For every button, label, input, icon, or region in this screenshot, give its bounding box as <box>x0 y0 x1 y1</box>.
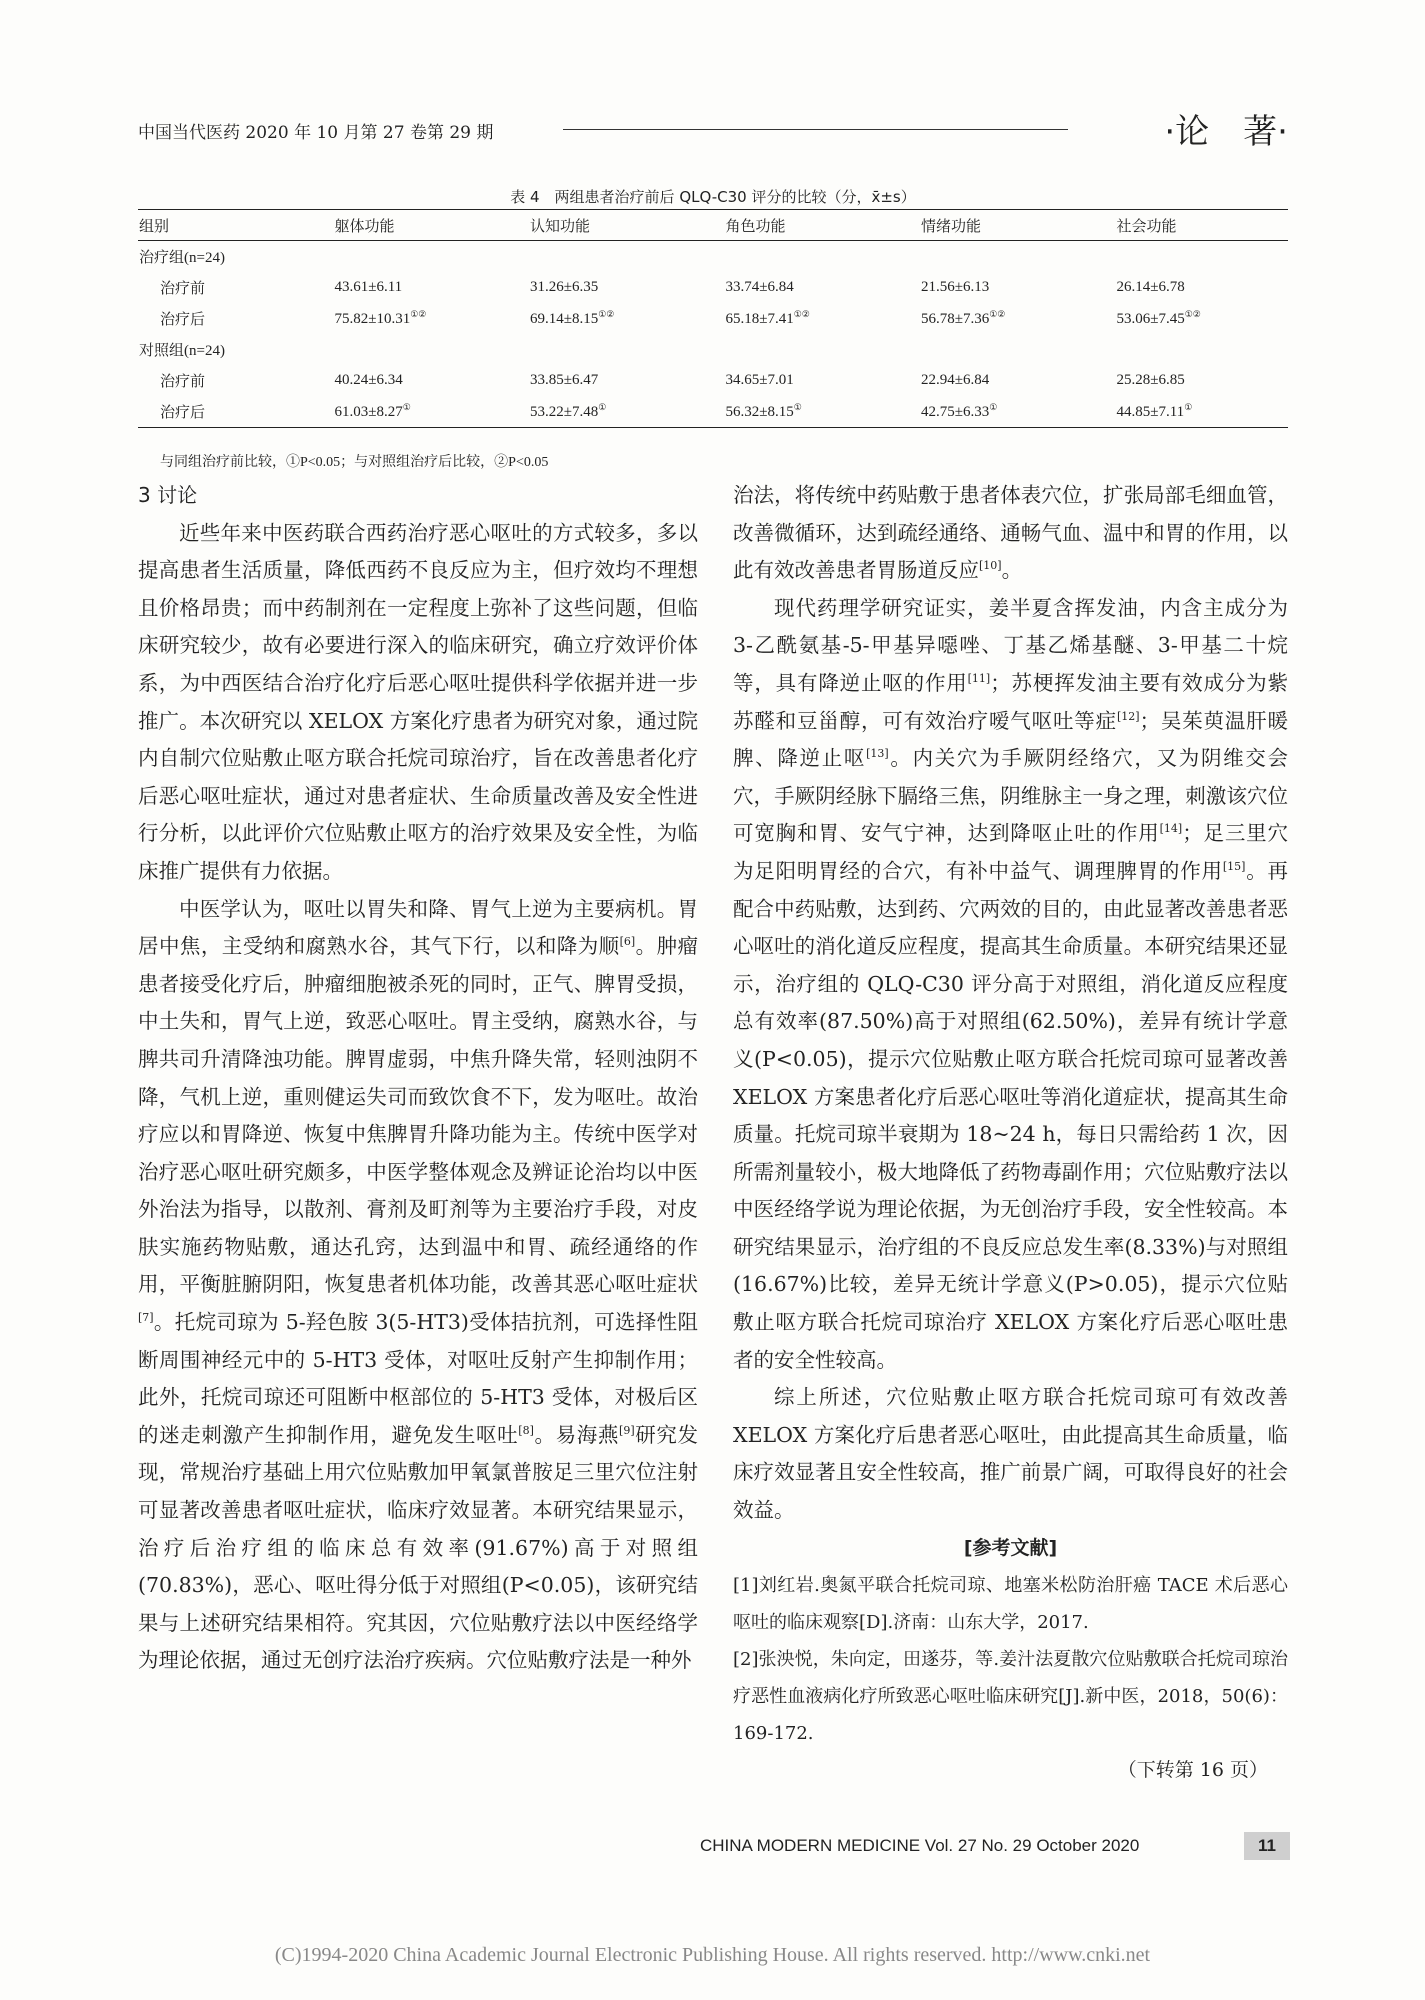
header-rule <box>563 129 1068 130</box>
table-cell: 65.18±7.41①② <box>725 309 810 327</box>
body-paragraph: 现代药理学研究证实，姜半夏含挥发油，内含主成分为 3-乙酰氨基-5-甲基异噁唑、丁基乙烯基醚、3-甲基二十烷等，具有降逆止呕的作用[11]；苏梗挥发油主要有效成分为紫苏醛和豆甾醇，可有效治疗嗳气呕吐等症[12]；吴茱萸温肝暖脾、降逆止呕[13]。内关穴为手厥阴经络穴，又为阴维交会穴，手厥阴经脉下膈络三焦，阴维脉主一身之理，刺激该穴位可宽胸和胃、安气宁神，达到降呕止吐的作用[14]；足三里穴为足阳明胃经的合穴，有补中益气、调理脾胃的作用[15]。再配合中药贴敷，达到药、穴两效的目的，由此显著改善患者恶心呕吐的消化道反应程度，提高其生命质量。本研究结果还显示，治疗组的 QLQ-C30 评分高于对照组，消化道反应程度总有效率(87.50%)高于对照组(62.50%)，差异有统计学意义(P<0.05)，提示穴位贴敷止呕方联合托烷司琼可显著改善 XELOX 方案患者化疗后恶心呕吐等消化道症状，提高其生命质量。托烷司琼半衰期为 18~24 h，每日只需给药 1 次，因所需剂量较小，极大地降低了药物毒副作用；穴位贴敷疗法以中医经络学说为理论依据，为无创治疗手段，安全性较高。本研究结果显示，治疗组的不良反应总发生率(8.33%)与对照组(16.67%)比较，差异无统计学意义(P>0.05)，提示穴位贴敷止呕方联合托烷司琼治疗 XELOX 方案化疗后恶心呕吐患者的安全性较高。 <box>733 595 1289 1372</box>
right-column <box>733 477 1288 1790</box>
column-header: 认知功能 <box>529 210 725 241</box>
table-caption: 表 4 两组患者治疗前后 QLQ-C30 评分的比较（分，x̄±s） <box>510 188 916 206</box>
column-header: 躯体功能 <box>334 210 530 241</box>
significance-mark: ① <box>793 402 802 412</box>
table-row <box>138 365 1288 396</box>
table-row <box>138 396 1288 428</box>
group-label: 对照组(n=24) <box>139 343 225 359</box>
table-cell: 61.03±8.27① <box>334 396 530 428</box>
footer-journal: CHINA MODERN MEDICINE Vol. 27 No. 29 October 2020 <box>700 1836 1140 1855</box>
significance-mark: ①② <box>410 309 427 319</box>
running-header <box>138 104 1288 150</box>
section-label: ·论 著· <box>1164 112 1288 152</box>
table-cell: 34.65±7.01 <box>725 372 794 388</box>
table-body <box>138 241 1288 428</box>
row-label: 治疗后 <box>138 396 334 428</box>
table-cell: 75.82±10.31①② <box>334 309 427 327</box>
group-row <box>138 241 1288 273</box>
table-cell: 22.94±6.84 <box>921 372 990 388</box>
table-cell: 43.61±6.11 <box>334 279 403 295</box>
running-footer <box>700 1832 1290 1862</box>
table-cell: 56.78±7.36①② <box>921 309 1006 327</box>
significance-mark: ①② <box>793 309 810 319</box>
body-paragraph: 综上所述，穴位贴敷止呕方联合托烷司琼可有效改善 XELOX 方案化疗后患者恶心呕吐，由此提高其生命质量，临床疗效显著且安全性较高，推广前景广阔，可取得良好的社会效益。 <box>733 1385 1288 1523</box>
table-header-row <box>138 210 1288 241</box>
significance-mark: ① <box>598 402 607 412</box>
significance-mark: ①② <box>1184 309 1201 319</box>
table-cell: 26.14±6.78 <box>1116 279 1185 295</box>
row-label: 治疗后 <box>160 312 206 328</box>
citation-mark: [11] <box>967 672 991 686</box>
citation-mark: [7] <box>138 1311 154 1325</box>
table-cell: 33.85±6.47 <box>530 372 599 388</box>
significance-mark: ①② <box>598 309 615 319</box>
column-header: 组别 <box>138 210 334 241</box>
row-label: 治疗前 <box>160 374 206 390</box>
citation-mark: [12] <box>1116 709 1140 723</box>
references-title: [参考文献] <box>963 1536 1058 1559</box>
qlq-c30-table <box>138 209 1288 428</box>
significance-mark: ① <box>989 402 998 412</box>
table-row <box>138 303 1288 334</box>
body-paragraph: 中医学认为，呕吐以胃失和降、胃气上逆为主要病机。胃居中焦，主受纳和腐熟水谷，其气下行，以和降为顺[6]。肿瘤患者接受化疗后，肿瘤细胞被杀死的同时，正气、脾胃受损，中土失和，胃气上逆，致恶心呕吐。胃主受纳，腐熟水谷，与脾共司升清降浊功能。脾胃虚弱，中焦升降失常，轻则浊阴不降，气机上逆，重则健运失司而致饮食不下，发为呕吐。故治疗应以和胃降逆、恢复中焦脾胃升降功能为主。传统中医学对治疗恶心呕吐研究颇多，中医学整体观念及辨证论治均以中医外治法为指导，以散剂、膏剂及町剂等为主要治疗手段，对皮肤实施药物贴敷，通达孔窍，达到温中和胃、疏经通络的作用，平衡脏腑阴阳，恢复患者机体功能，改善其恶心呕吐症状[7]。托烷司琼为 5-羟色胺 3(5-HT3)受体拮抗剂，可选择性阻断周围神经元中的 5-HT3 受体，对呕吐反射产生抑制作用；此外，托烷司琼还可阻断中枢部位的 5-HT3 受体，对极后区的迷走刺激产生抑制作用，避免发生呕吐[8]。易海燕[9]研究发现，常规治疗基础上用穴位贴敷加甲氧氯普胺足三里穴位注射可显著改善患者呕吐症状，临床疗效显著。本研究结果显示，治疗后治疗组的临床总有效率(91.67%)高于对照组(70.83%)，恶心、呕吐得分低于对照组(P<0.05)，该研究结果与上述研究结果相符。究其因，穴位贴敷疗法以中医经络学为理论依据，通过无创疗法治疗疾病。穴位贴敷疗法是一种外 <box>138 896 699 1673</box>
copyright-line: (C)1994-2020 China Academic Journal Electronic Publishing House. All rights reserved. http://www.cnki.net <box>274 1944 1151 1966</box>
journal-issue: 中国当代医药 2020 年 10 月第 27 卷第 29 期 <box>138 123 494 143</box>
citation-mark: [6] <box>619 935 636 949</box>
significance-mark: ① <box>402 402 411 412</box>
citation-mark: [9] <box>619 1424 635 1438</box>
body-paragraph: 近些年来中医药联合西药治疗恶心呕吐的方式较多，多以提高患者生活质量，降低西药不良反应为主，但疗效均不理想且价格昂贵；而中药制剂在一定程度上弥补了这些问题，但临床研究较少，故有必要进行深入的临床研究，确立疗效评价体系，为中西医结合治疗化疗后恶心呕吐提供科学依据并进一步推广。本次研究以 XELOX 方案化疗患者为研究对象，通过院内自制穴位贴敷止呕方联合托烷司琼治疗，旨在改善患者化疗后恶心呕吐症状，通过对患者症状、生命质量改善及安全性进行分析，以此评价穴位贴敷止呕方的治疗效果及安全性，为临床推广提供有力依据。 <box>138 520 698 883</box>
citation-mark: [14] <box>1159 822 1183 836</box>
table-row <box>138 272 1288 303</box>
column-header: 情绪功能 <box>920 210 1116 241</box>
table-cell: 44.85±7.11① <box>1116 396 1289 428</box>
table-cell: 56.32±8.15① <box>725 396 921 428</box>
table-cell: 40.24±6.34 <box>334 372 403 388</box>
group-row <box>138 334 1288 365</box>
column-header: 社会功能 <box>1116 210 1289 241</box>
continued-note: （下转第 16 页） <box>1117 1759 1268 1782</box>
table-cell: 69.14±8.15①② <box>530 309 615 327</box>
section-heading: 3 讨论 <box>138 483 198 507</box>
citation-mark: [10] <box>979 559 1002 573</box>
reference-item: [2]张泱悦，朱向定，田遂芬，等.姜汁法夏散穴位贴敷联合托烷司琼治疗恶性血液病化疗所致恶心呕吐临床研究[J].新中医，2018，50(6)：169-172. <box>733 1649 1288 1745</box>
citation-mark: [8] <box>518 1424 534 1438</box>
row-label: 治疗前 <box>160 281 206 297</box>
table-cell: 33.74±6.84 <box>725 279 794 295</box>
group-label: 治疗组(n=24) <box>139 250 225 266</box>
table-note: 与同组治疗前比较，①P<0.05；与对照组治疗后比较，②P<0.05 <box>160 455 549 470</box>
citation-mark: [15] <box>1222 860 1246 874</box>
table-cell: 25.28±6.85 <box>1116 372 1185 388</box>
table-cell: 21.56±6.13 <box>921 279 990 295</box>
significance-mark: ①② <box>989 309 1006 319</box>
citation-mark: [13] <box>866 747 889 761</box>
reference-item: [1]刘红岩.奥氮平联合托烷司琼、地塞米松防治肝癌 TACE 术后恶心呕吐的临床观察[D].济南：山东大学，2017. <box>733 1575 1288 1634</box>
column-header: 角色功能 <box>725 210 921 241</box>
table-cell: 42.75±6.33① <box>920 396 1116 428</box>
table-cell: 53.22±7.48① <box>529 396 725 428</box>
table-cell: 53.06±7.45①② <box>1116 309 1201 327</box>
body-paragraph: 治法，将传统中药贴敷于患者体表穴位，扩张局部毛细血管，改善微循环，达到疏经通络、通畅气血、温中和胃的作用，以此有效改善患者胃肠道反应[10]。 <box>733 483 1288 583</box>
table-cell: 31.26±6.35 <box>530 279 599 295</box>
left-column <box>138 477 698 1680</box>
page-number: 11 <box>1244 1832 1290 1860</box>
significance-mark: ① <box>1184 402 1193 412</box>
